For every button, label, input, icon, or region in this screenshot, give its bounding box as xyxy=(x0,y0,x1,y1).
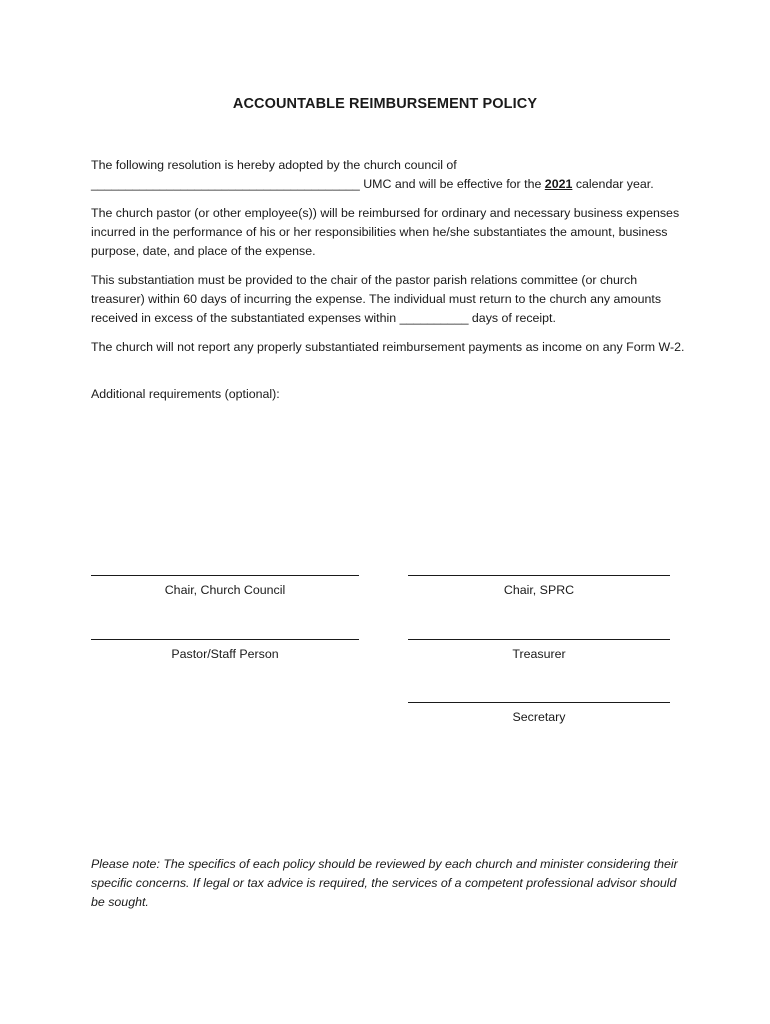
resolution-paragraph xyxy=(91,156,691,194)
resolution-end-text: calendar year. xyxy=(572,177,654,191)
reimbursement-paragraph: The church pastor (or other employee(s)) will be reimbursed for ordinary and necessary business expenses incurred in the performance of his or her responsibilities when he/she substantiates the amount, business purpose, date, and place of the expense. xyxy=(91,206,680,258)
document-title: ACCOUNTABLE REIMBURSEMENT POLICY xyxy=(232,96,538,112)
advisory-note: Please note: The specifics of each policy should be reviewed by each church and minister considering their specific concerns. If legal or tax advice is required, the services of a competent professional advisor should be sought. xyxy=(91,857,678,909)
signature-pastor-staff xyxy=(91,639,359,662)
signature-line xyxy=(91,639,359,640)
resolution-line-2 xyxy=(91,175,691,194)
signature-line xyxy=(408,702,670,703)
signature-line xyxy=(408,575,670,576)
signature-label: Pastor/Staff Person xyxy=(171,647,279,661)
signature-line xyxy=(91,575,359,576)
signature-label: Chair, Church Council xyxy=(164,583,286,597)
resolution-mid-text: UMC and will be effective for the xyxy=(359,177,545,191)
signature-chair-sprc xyxy=(408,575,670,598)
signature-chair-church-council xyxy=(91,575,359,598)
signature-label: Chair, SPRC xyxy=(503,583,575,597)
signature-label: Secretary xyxy=(512,710,566,724)
signature-line xyxy=(408,639,670,640)
church-name-blank: _______________________________________ xyxy=(91,177,360,191)
additional-requirements-label: Additional requirements (optional): xyxy=(91,387,280,401)
substantiation-paragraph: This substantiation must be provided to the chair of the pastor parish relations committee (or church treasurer) within 60 days of incurring the expense. The individual must return to the church any amounts received in excess of the substantiated expenses within __________ days of receipt. xyxy=(91,273,662,325)
effective-year: 2021 xyxy=(544,177,573,191)
signature-label: Treasurer xyxy=(512,647,566,661)
signature-secretary xyxy=(408,702,670,725)
reporting-paragraph: The church will not report any properly substantiated reimbursement payments as income on any Form W-2. xyxy=(91,340,685,354)
signature-treasurer xyxy=(408,639,670,662)
resolution-line-1: The following resolution is hereby adopted by the church council of xyxy=(91,158,457,172)
